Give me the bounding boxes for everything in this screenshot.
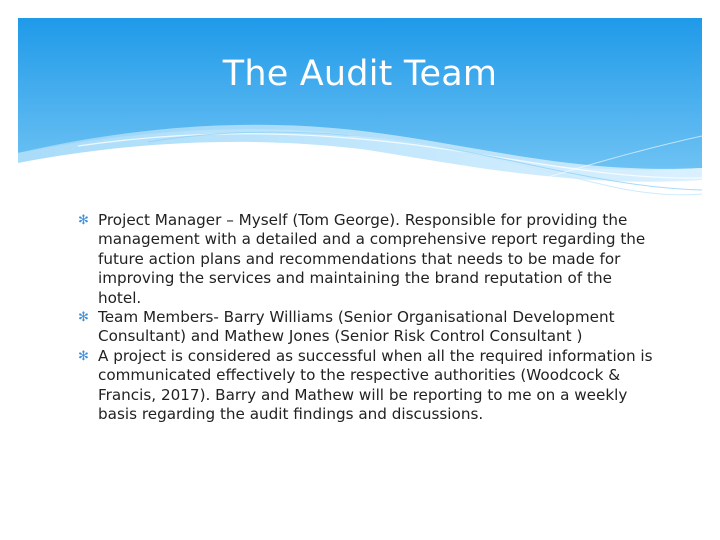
list-item xyxy=(78,211,660,308)
asterisk-bullet-icon: ✻ xyxy=(78,310,89,326)
bullet-text: Team Members- Barry Williams (Senior Organisational Development Consultant) and Mathew Jones (Senior Risk Control Consultant ) xyxy=(98,308,615,346)
list-item xyxy=(78,308,660,347)
list-item xyxy=(78,347,660,425)
banner-wave-graphic xyxy=(18,18,702,198)
bullet-text: Project Manager – Myself (Tom George). Responsible for providing the management with a detailed and a comprehensive report regarding the future action plans and recommendations that needs to be made for improving the services and maintaining the brand reputation of the hotel. xyxy=(98,211,646,307)
page-title: The Audit Team xyxy=(222,54,498,94)
asterisk-bullet-icon: ✻ xyxy=(78,213,89,228)
title-banner xyxy=(18,18,702,198)
bullet-list xyxy=(78,211,660,424)
asterisk-bullet-icon: ✻ xyxy=(78,348,89,364)
bullet-text: A project is considered as successful when all the required information is communicated effectively to the respective authorities (Woodcock & Francis, 2017). Barry and Mathew will be reporting to me on a weekly basis regarding the audit findings and discussions. xyxy=(98,346,653,424)
